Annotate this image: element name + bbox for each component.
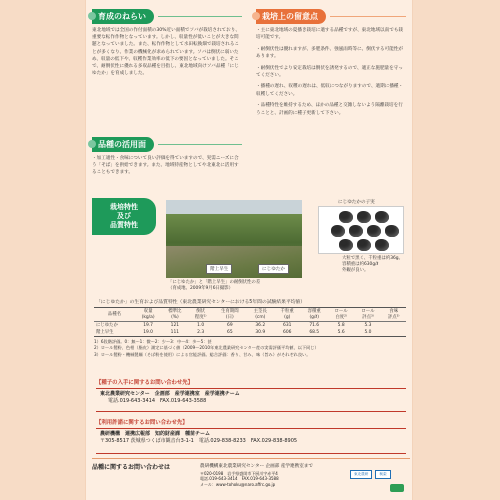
seed-image [357,211,371,223]
table-cell: 5.0 [355,329,382,337]
breeding-aim-section [92,8,242,77]
usage-header [92,136,242,152]
breeding-aim-header [92,8,242,24]
table-cell: 19.0 [135,329,162,337]
table-header-cell: 千粒重 (g) [274,308,301,322]
table-cell: 631 [283,322,292,328]
footer-address: 〒020-0198 岩手県盛岡市下厨川字赤平4 電話.019-643-3414 FAX.019-643-3588 メール：www-tohoku@naro.affrc.go.jp [200,471,279,487]
header-rule [330,16,406,17]
table-cell: 69 [227,322,233,328]
cultivation-item: ・耐倒伏性は優れますが、多肥条件、強風雨時等に、倒伏する可能性があります。 [256,46,404,60]
photo-label-left: 階上早生 [206,264,232,274]
traits-badge [92,198,156,235]
table-cell: 111 [161,329,188,337]
table-header-cell: 倒伏 程度¹⁾ [188,308,213,322]
seed-image [357,239,371,251]
seed-image [385,225,399,237]
cultivation-item: ・播種の遅れ、収穫の遅れは、低収につながりますので、適期に播種・収穫してください。 [256,84,404,97]
footer-inquiry: 品種に関するお問い合わせは [92,464,171,471]
table-cell: 121 [170,322,180,328]
table-header-cell: ロール 白度²⁾ [328,308,355,322]
traits-title-line1: 栽培特性 [110,203,138,211]
traits-section [92,198,164,235]
table-cell [381,322,406,330]
cultivation-section [256,8,406,121]
traits-table [94,307,406,337]
license-contact-addr: 〒305-8517 茨城県つくば市観音台3-1-1 電話.029-838-8233 FAX.029-838-8905 [100,438,298,445]
table-cell: 1.0 [197,322,205,328]
footer-rule [92,458,410,459]
table-header-cell: 容積重 (g/ℓ) [301,308,328,322]
traits-title-line3: 品質特性 [110,221,138,229]
table-header-cell: 標準比 (%) [161,308,188,322]
search-button[interactable]: 検索 [375,470,390,479]
table-header-cell: 食味 評点³⁾ [381,308,406,322]
field-photo-caption: 「にじゆたか」と「階上早生」の耐倒伏性の差 （育成地、2009年9月6日撮影） [168,280,261,291]
seed-image [349,225,363,237]
cultivation-item: ・耐倒伏性でより安定栽培は倒伏を誘発するので、適正な施肥量を守ってください。 [256,65,403,79]
table-header-row [94,308,406,322]
recycle-logo-icon [390,484,404,492]
header-rule [158,16,242,17]
usage-title: 品種の活用面 [92,137,154,152]
cultivation-item: ・品種特性を維持するため、ほかの品種と交雑しないよう隔離栽培を行うことと、計画的に種子更新して下さい。 [256,103,403,116]
license-contact-org: 農研機構 連携広報部 知的財産課 種苗チーム [100,431,211,437]
table-cell: 5.3 [364,322,372,328]
table-cell: 2.3 [188,329,213,337]
cultivation-title: 栽培上の留意点 [256,9,326,24]
table-header-cell: 収量 (kg/a) [135,308,162,322]
seed-photo [318,206,404,254]
license-contact-title: 【利用許諾に関するお問い合わせ先】 [96,420,188,426]
cultivation-item: ・主に東北地域の夏播き栽培に適する品種ですが、東北地域以南でも栽培可能です。 [256,28,404,41]
seed-image [375,211,389,223]
footer [92,462,410,496]
seed-image [367,225,381,237]
table-cell: にじゆたか [96,322,118,328]
field-photo [166,200,302,278]
table-cell: 5.8 [337,322,345,328]
traits-title-line2: 及び [117,212,131,220]
table-cell: 71.6 [309,322,320,328]
usage-text: ・加工適性・食味について良い評価を得ていますので、実需ニーズに合う「そば」を供給できます。また、地域特産物としてや北東北に活用することもできます。 [92,156,239,176]
table-cell: 36.2 [255,322,266,328]
seed-contact-title: 【種子の入手に関するお問い合わせ先】 [96,380,194,386]
table-row [94,329,406,337]
breeding-aim-text: 東北地域では全国の作付面積の30%近い面積でソバが栽培されており、重要な転作作物となっています。しかし、収量性が低いことが大きな問題となっていました。また、転作作物として水田転換畑で栽培されることが多くなり、作業の機械化が求められています。ソバは倒伏に弱いため、収量の低下や、収穫作業効率の低下の要因となっていました。そこで、耐倒伏性に優れる多収品種を目指し、東北地域向けソバ品種「にじゆたか」を育成しました。 [92,28,240,77]
table-title: 「にじゆたか」の生育および品質特性（東北農業研究センターにおける5年間の試験結果平均値） [96,300,306,305]
seed-image [339,239,353,251]
seed-contact-box [96,388,406,412]
cultivation-list [256,27,406,117]
seed-photo-title: にじゆたかの子実 [338,200,375,205]
footer-org: 農研機構東北農業研究センター 企画部 産学連携室まで [200,464,313,469]
footer-search-box [350,470,391,479]
table-cell: 606 [274,329,301,337]
seed-contact-tel: 電話.019-643-3414 FAX.019-643-3588 [108,398,207,405]
table-row [94,322,406,330]
license-contact-box [96,428,406,454]
traits-table-section [94,298,406,358]
table-header-cell: 主茎長 (cm) [247,308,274,322]
search-keyword[interactable]: 東北農研 [350,470,372,479]
header-rule [158,144,242,145]
seed-photo-note: 大粒で黒く、千粒重は約36g。容積重は約630g/ℓ 外観が良い。 [342,256,403,274]
table-header-cell: ロール 評点³⁾ [355,308,382,322]
breeding-aim-title: 育成のねらい [92,9,154,24]
cultivation-header [256,8,406,24]
seed-contact-org: 東北農業研究センター 企画部 産学連携室 産学連携チーム [100,391,240,397]
table-cell: 30.9 [247,329,274,337]
seed-image [375,239,389,251]
table-cell: 19.7 [143,322,153,328]
table-cell: 68.5 [301,329,328,337]
seed-image [339,211,353,223]
table-cell [381,329,406,337]
table-cell: 5.6 [328,329,355,337]
table-header-cell: 品種名 [94,308,135,322]
table-header-cell: 生育期間 (日) [213,308,247,322]
table-cell: 階上早生 [94,329,135,337]
photo-label-right: にじゆたか [258,264,289,274]
usage-section [92,136,242,177]
table-notes: 1）6段階評価。0：無～1：微～2：少～3：中～4：多～5：甚 2）ロール製粉、色相（脂皮）測定に基づく値（2009～2010年東北農業研究センター産の実需評価平均値、以下同じ） 3）ロール製粉・機械製麺（そば粉を使用）による官能評価。総合評価：香り、甘み、味（旨み）がそれぞれ良い。 [94,339,319,357]
table-cell: 65 [213,329,247,337]
seed-image [331,225,345,237]
